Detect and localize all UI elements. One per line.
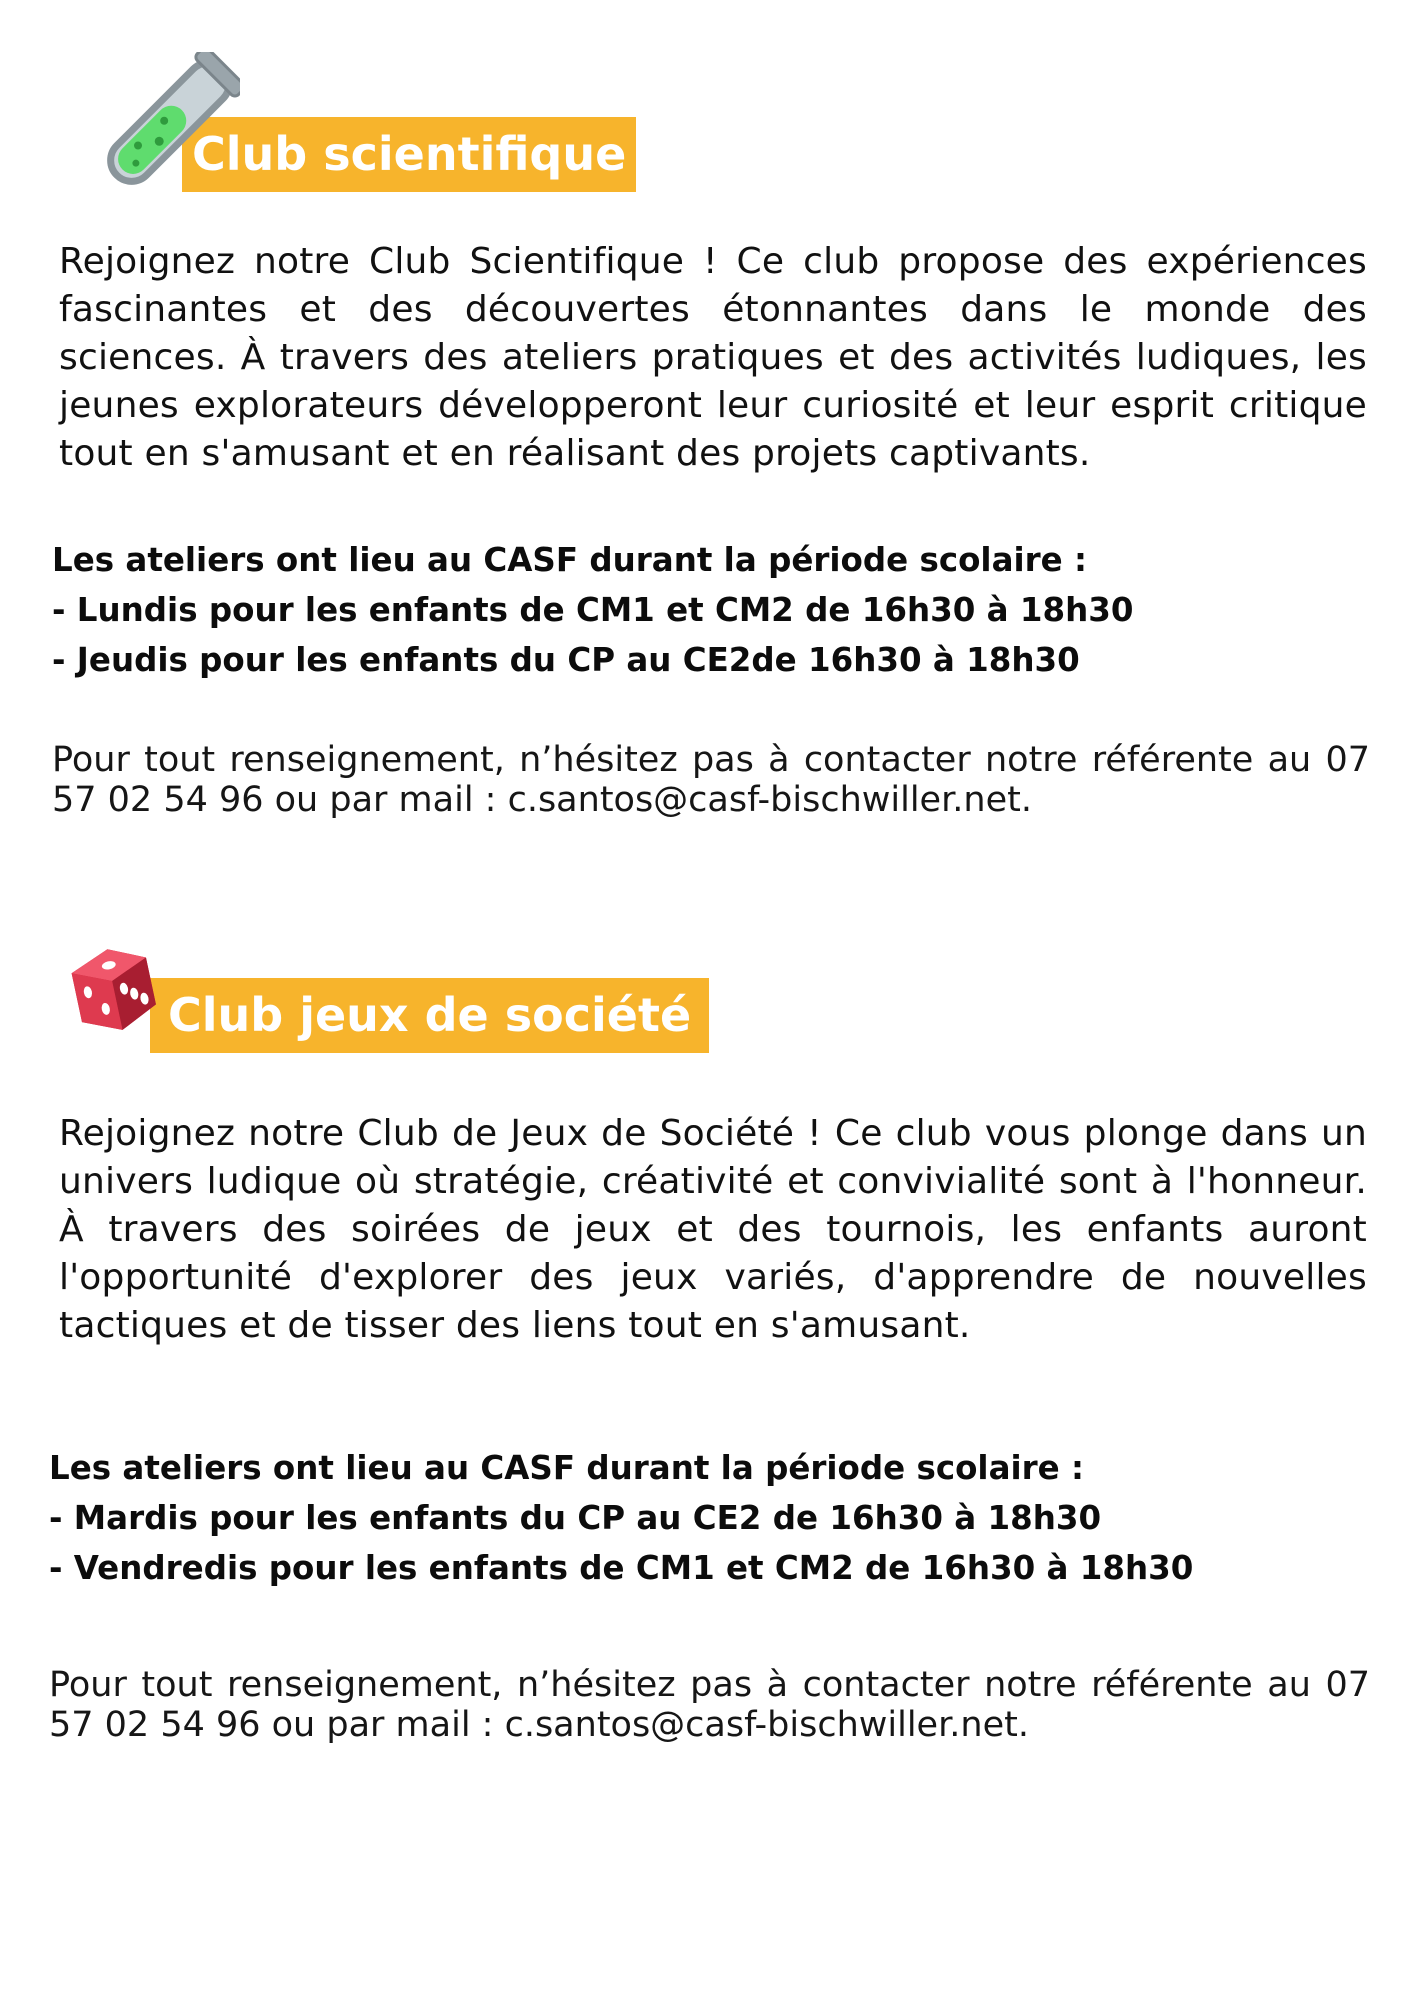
- schedule-line: - Jeudis pour les enfants du CP au CE2de 16h30 à 18h30: [52, 641, 1080, 679]
- club-title: Club scientifique: [182, 117, 636, 192]
- club-schedule: [49, 1443, 1349, 1593]
- schedule-line: - Mardis pour les enfants du CP au CE2 de 16h30 à 18h30: [49, 1499, 1102, 1537]
- schedule-line: - Vendredis pour les enfants de CM1 et CM2 de 16h30 à 18h30: [49, 1549, 1194, 1587]
- club-schedule: [52, 535, 1352, 685]
- schedule-line: - Lundis pour les enfants de CM1 et CM2 de 16h30 à 18h30: [52, 591, 1134, 629]
- club-title: Club jeux de société: [150, 978, 709, 1053]
- schedule-intro: Les ateliers ont lieu au CASF durant la période scolaire :: [49, 1449, 1085, 1487]
- club-contact: Pour tout renseignement, n’hésitez pas à contacter notre référente au 07 57 02 54 96 ou par mail : c.santos@casf-bischwiller.net.: [52, 740, 1370, 820]
- dice-icon: [58, 935, 168, 1045]
- club-contact: Pour tout renseignement, n’hésitez pas à contacter notre référente au 07 57 02 54 96 ou par mail : c.santos@casf-bischwiller.net.: [49, 1665, 1370, 1745]
- club-description: Rejoignez notre Club de Jeux de Société ! Ce club vous plonge dans un univers ludique où stratégie, créativité et convivialité sont à l'honneur. À travers des soirées de jeux et des tournois, les enfants auront l'opportunité d'explorer des jeux variés, d'apprendre de nouvelles tactiques et de tisser des liens tout en s'amusant.: [59, 1113, 1367, 1346]
- club-description: Rejoignez notre Club Scientifique ! Ce club propose des expériences fascinantes et des découvertes étonnantes dans le monde des sciences. À travers des ateliers pratiques et des activités ludiques, les jeunes explorateurs développeront leur curiosité et leur esprit critique tout en s'amusant et en réalisant des projets captivants.: [59, 241, 1367, 474]
- schedule-intro: Les ateliers ont lieu au CASF durant la période scolaire :: [52, 541, 1088, 579]
- test-tube-icon: [94, 52, 240, 198]
